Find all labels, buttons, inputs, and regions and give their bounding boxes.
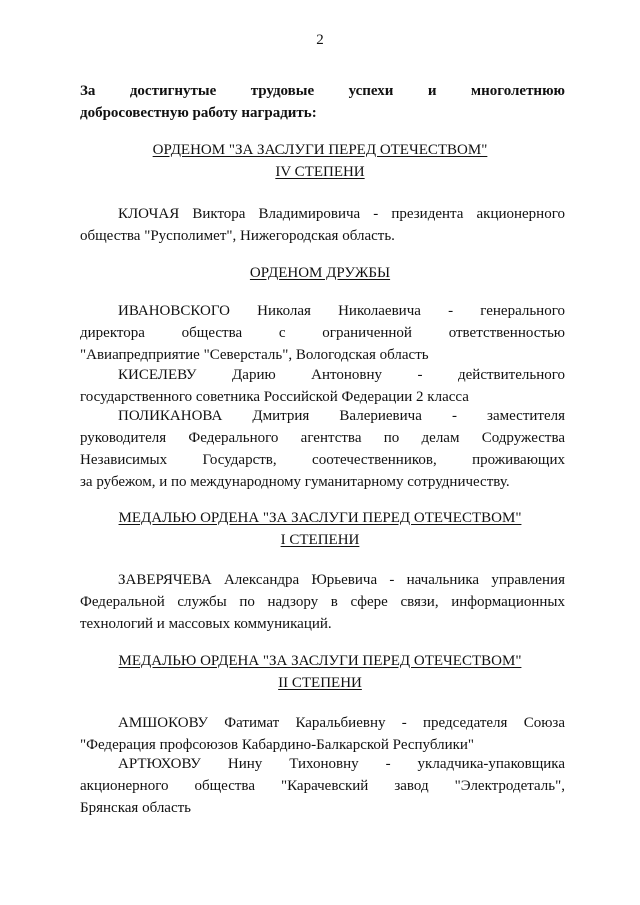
award-entry	[80, 364, 565, 408]
section-heading-medal-merit-1	[0, 507, 640, 551]
heading-line: МЕДАЛЬЮ ОРДЕНА "ЗА ЗАСЛУГИ ПЕРЕД ОТЕЧЕСТВОМ"	[118, 510, 522, 526]
entry-line: Независимых Государств, соотечественников, проживающих	[80, 452, 565, 468]
entry-line: технологий и массовых коммуникаций.	[80, 616, 332, 632]
section-heading-order-merit-4	[0, 139, 640, 183]
award-entry	[80, 203, 565, 247]
page-number: 2	[316, 32, 324, 48]
heading-line: II СТЕПЕНИ	[278, 675, 362, 691]
award-entry	[80, 569, 565, 635]
entry-line: "Федерация профсоюзов Кабардино-Балкарской Республики"	[80, 737, 475, 753]
entry-line: Брянская область	[80, 800, 192, 816]
award-entry	[80, 753, 565, 819]
heading-line: ОРДЕНОМ ДРУЖБЫ	[249, 265, 391, 281]
entry-line: КИСЕЛЕВУ Дарию Антоновну - действительного	[118, 367, 565, 383]
section-heading-order-friendship	[0, 262, 640, 284]
entry-line: руководителя Федерального агентства по делам Содружества	[80, 430, 565, 446]
entry-line: ПОЛИКАНОВА Дмитрия Валериевича - заместителя	[118, 408, 565, 424]
heading-line: ОРДЕНОМ "ЗА ЗАСЛУГИ ПЕРЕД ОТЕЧЕСТВОМ"	[152, 142, 488, 158]
section-heading-medal-merit-2	[0, 650, 640, 694]
heading-line: IV СТЕПЕНИ	[275, 164, 365, 180]
award-entry	[80, 712, 565, 756]
heading-line: I СТЕПЕНИ	[280, 532, 360, 548]
entry-line: за рубежом, и по международному гуманитарному сотрудничеству.	[80, 474, 510, 490]
entry-line: акционерного общества "Карачевский завод "Электродеталь",	[80, 778, 565, 794]
entry-line: КЛОЧАЯ Виктора Владимировича - президента акционерного	[118, 206, 565, 222]
award-entry	[80, 300, 565, 366]
intro-line-2: добросовестную работу наградить:	[80, 105, 317, 121]
entry-line: АРТЮХОВУ Нину Тихоновну - укладчика-упаковщика	[118, 756, 565, 772]
award-intro	[80, 80, 565, 124]
entry-line: государственного советника Российской Федерации 2 класса	[80, 389, 469, 405]
entry-line: АМШОКОВУ Фатимат Каральбиевну - председателя Союза	[118, 715, 565, 731]
entry-line: "Авиапредприятие "Северсталь", Вологодская область	[80, 347, 429, 363]
entry-line: ИВАНОВСКОГО Николая Николаевича - генерального	[118, 303, 565, 319]
entry-line: директора общества с ограниченной ответственностью	[80, 325, 565, 341]
award-entry	[80, 405, 565, 493]
entry-line: общества "Русполимет", Нижегородская область.	[80, 228, 395, 244]
entry-line: Федеральной службы по надзору в сфере связи, информационных	[80, 594, 565, 610]
entry-line: ЗАВЕРЯЧЕВА Александра Юрьевича - начальника управления	[118, 572, 565, 588]
intro-line-1: За достигнутые трудовые успехи и многолетнюю	[80, 83, 565, 99]
heading-line: МЕДАЛЬЮ ОРДЕНА "ЗА ЗАСЛУГИ ПЕРЕД ОТЕЧЕСТВОМ"	[118, 653, 522, 669]
